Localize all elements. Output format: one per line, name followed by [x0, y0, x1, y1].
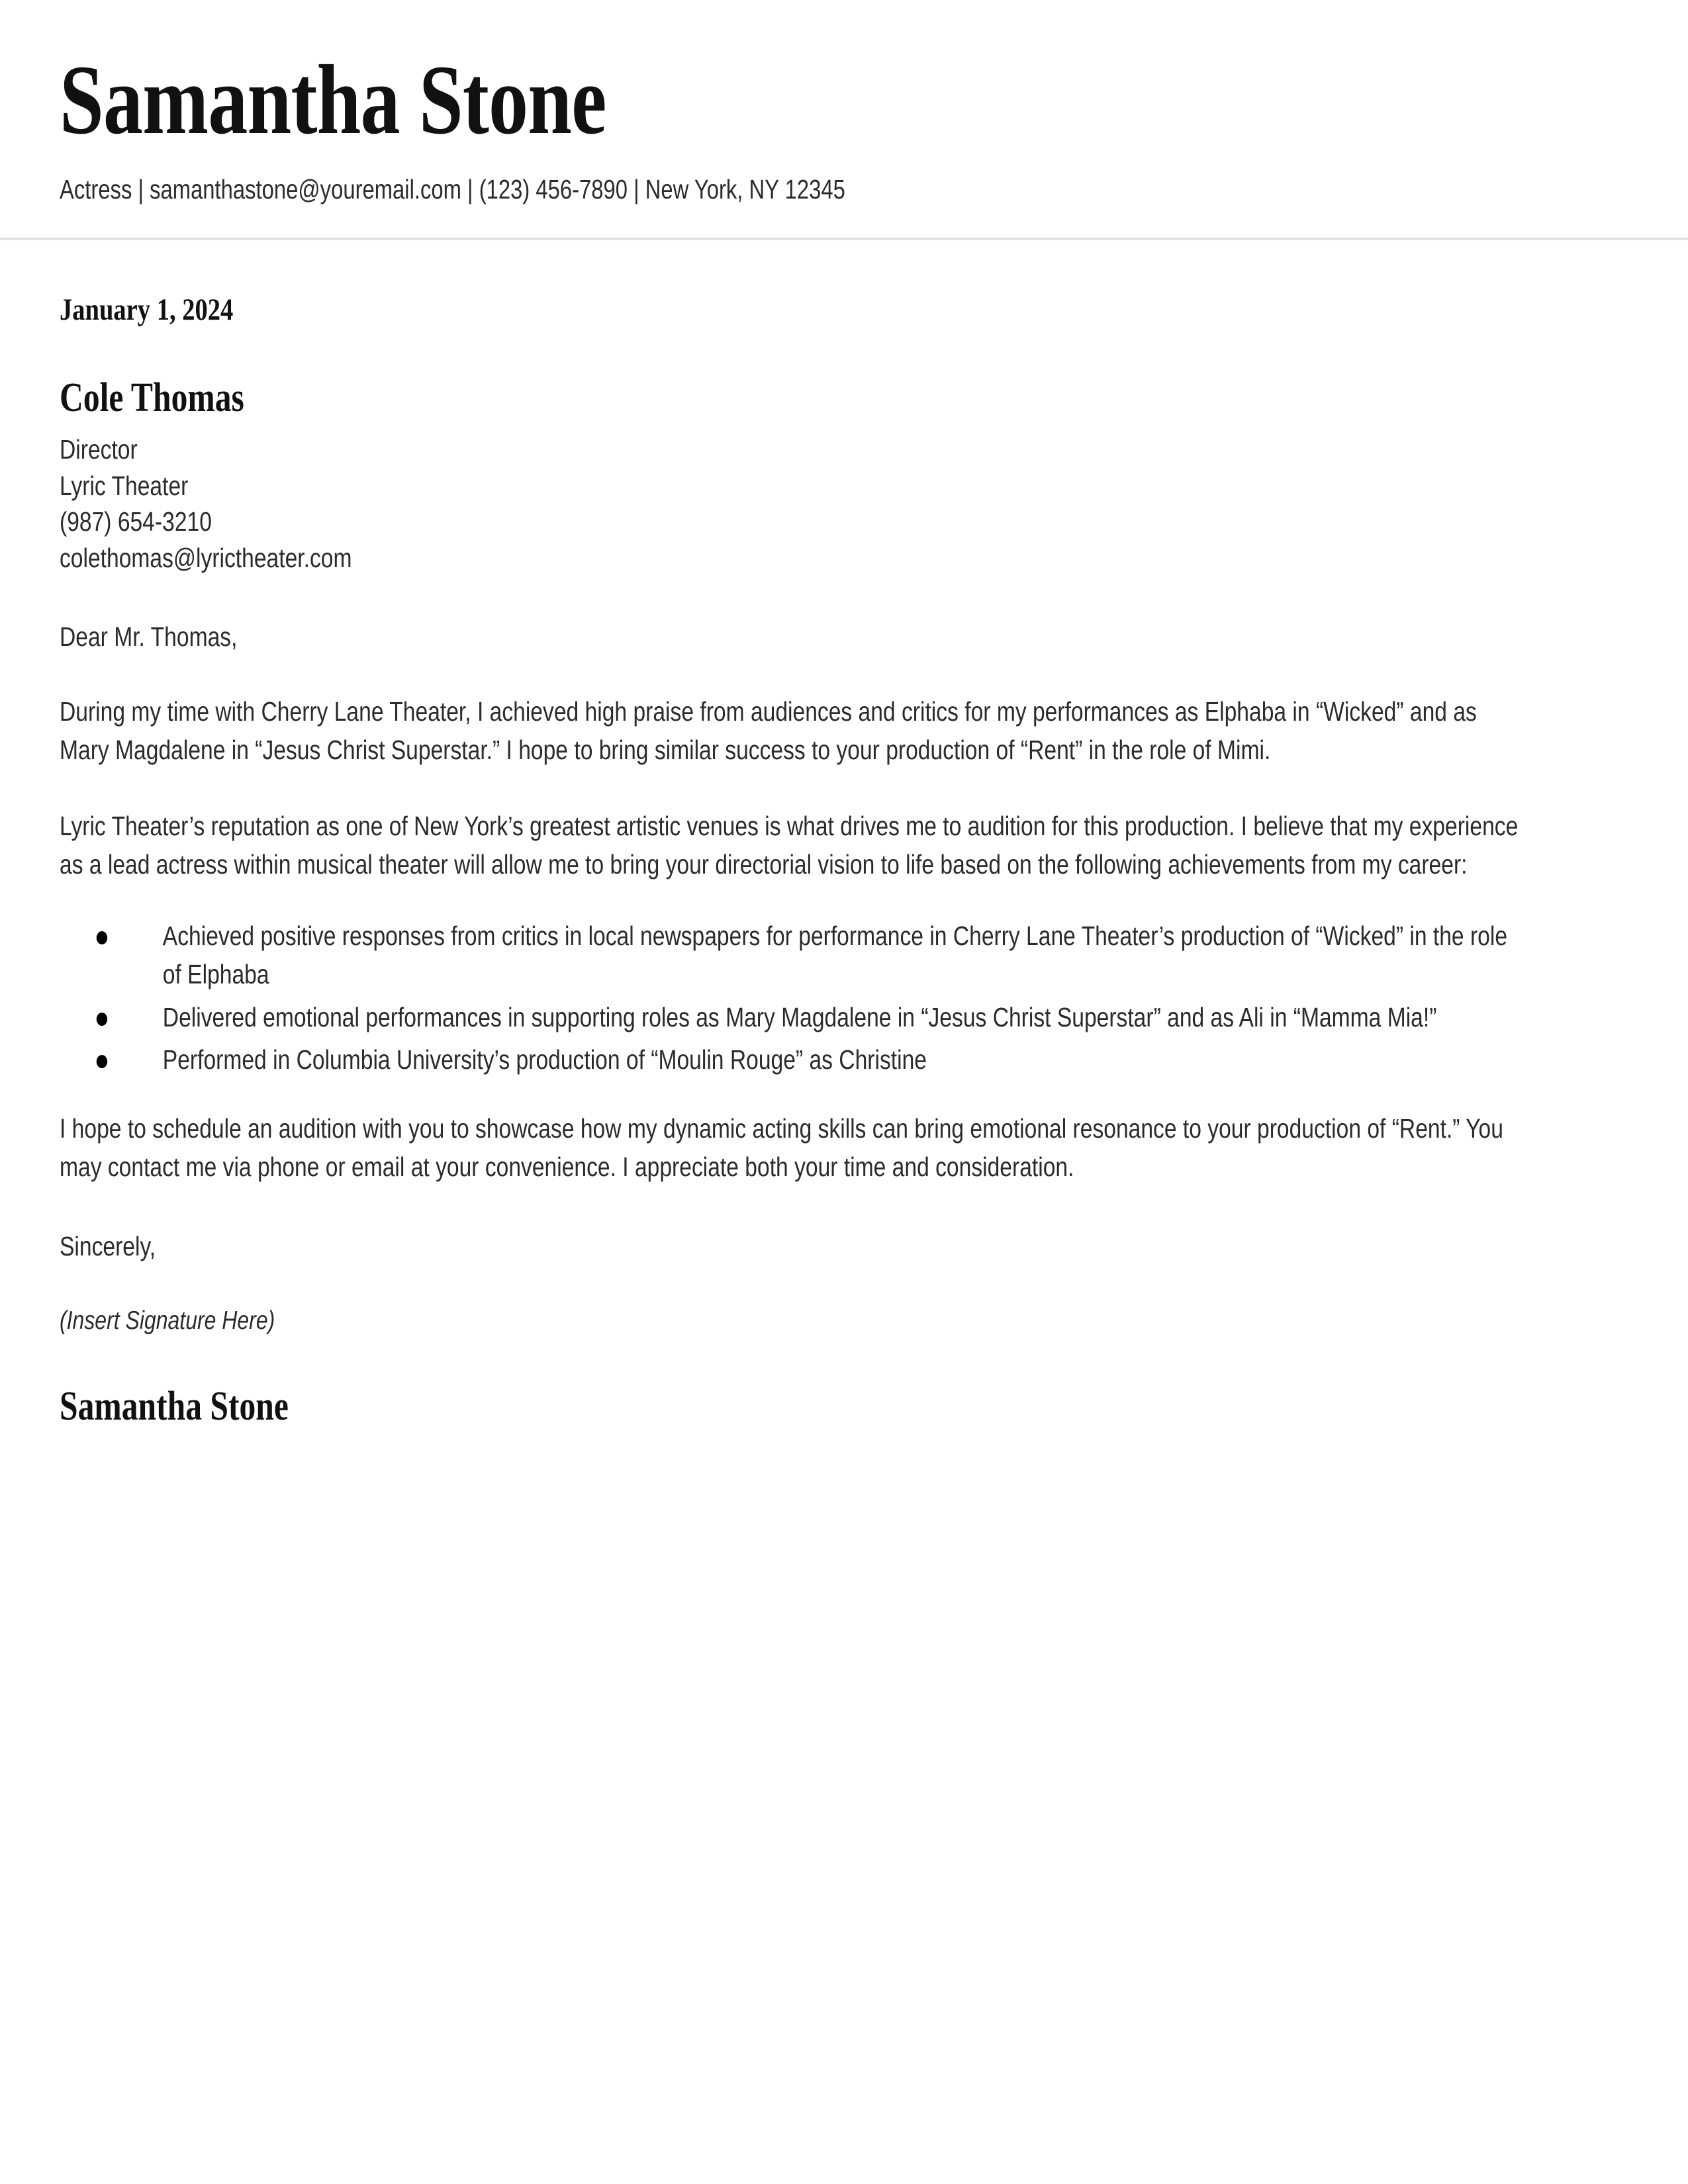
list-item	[97, 998, 1525, 1036]
list-item-label: Performed in Columbia University’s production of “Moulin Rouge” as Christine	[162, 1044, 927, 1075]
recipient-name: Cole Thomas	[60, 375, 244, 420]
recipient-email: colethomas@lyrictheater.com	[60, 543, 352, 574]
bullet-icon	[97, 931, 107, 944]
list-item-label: Achieved positive responses from critics in local newspapers for performance in Cherry Lane Theater’s production of “Wicked” in the role of Elphaba	[162, 921, 1508, 990]
salutation: Dear Mr. Thomas,	[60, 621, 238, 653]
body-paragraph-3: I hope to schedule an audition with you to showcase how my dynamic acting skills can bring emotional resonance to your production of “Rent.” You may contact me via phone or email at your convenience. I appreciate both your time and consideration.	[60, 1113, 1503, 1183]
bullet-icon	[97, 1055, 107, 1068]
body-paragraph-2: Lyric Theater’s reputation as one of New York’s greatest artistic venues is what drives me to audition for this production. I believe that my experience as a lead actress within musical theater will allow me to bring your directorial vision to life based on the following achievements from my career:	[60, 810, 1519, 880]
body-paragraph-1: During my time with Cherry Lane Theater, I achieved high praise from audiences and critics for my performances as Elphaba in “Wicked” and as Mary Magdalene in “Jesus Christ Superstar.” I hope to bring similar success to your production of “Rent” in the role of Mimi.	[60, 696, 1477, 766]
list-item	[97, 917, 1525, 993]
list-item-label: Delivered emotional performances in supporting roles as Mary Magdalene in “Jesus Christ Superstar” and as Ali in “Mamma Mia!”	[162, 1001, 1437, 1032]
bullet-icon	[97, 1013, 107, 1026]
achievements-wrapper	[60, 917, 1525, 1079]
signoff: Sincerely,	[60, 1231, 156, 1262]
signer-name: Samantha Stone	[60, 1384, 289, 1430]
recipient-organization: Lyric Theater	[60, 470, 189, 501]
signature-placeholder: (Insert Signature Here)	[60, 1306, 275, 1336]
recipient-block	[60, 373, 1628, 576]
header-divider	[0, 238, 1688, 240]
achievements-list	[60, 917, 1525, 1079]
letter-date: January 1, 2024	[60, 293, 234, 328]
contact-line: Actress | samanthastone@youremail.com | (123) 456-7890 | New York, NY 12345	[60, 174, 845, 205]
paragraph-1-wrapper	[60, 692, 1525, 769]
paragraph-3-wrapper	[60, 1109, 1525, 1186]
recipient-title: Director	[60, 433, 138, 465]
paragraph-2-wrapper	[60, 807, 1525, 884]
letter-header	[0, 0, 1688, 240]
recipient-phone: (987) 654-3210	[60, 506, 212, 537]
page-title: Samantha Stone	[60, 45, 606, 155]
letter-body	[0, 291, 1688, 1431]
list-item	[97, 1040, 1525, 1079]
